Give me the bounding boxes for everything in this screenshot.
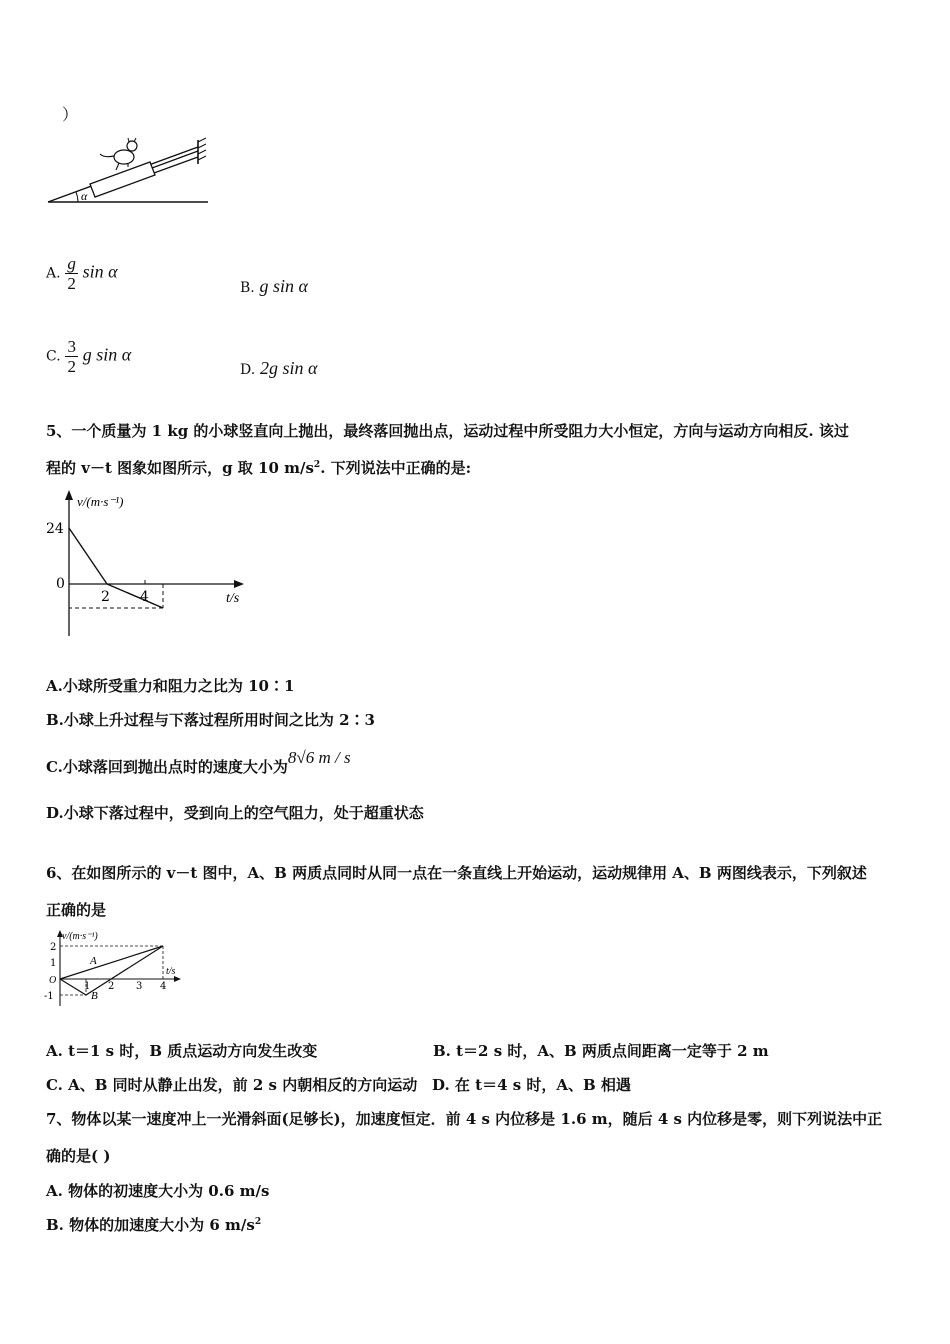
cat-drawing bbox=[100, 138, 137, 170]
y-tick-label: 1 bbox=[50, 958, 57, 969]
x-tick-label: 2 bbox=[101, 589, 110, 605]
q4-option-c[interactable] bbox=[46, 337, 131, 376]
option-label: D. bbox=[240, 362, 256, 378]
origin-label: 0 bbox=[56, 576, 65, 592]
q5-vt-chart bbox=[40, 488, 255, 640]
q5-stem-line2 bbox=[46, 457, 471, 478]
q6-option-a[interactable]: A. t＝1 s 时，B 质点运动方向发生改变 bbox=[46, 1042, 318, 1060]
q6-option-d[interactable]: D. 在 t＝4 s 时，A、B 相遇 bbox=[432, 1076, 631, 1094]
math-expression: g sin α bbox=[82, 344, 132, 365]
y-tick-label: 2 bbox=[50, 942, 57, 953]
q5-stem-line1: 5、一个质量为 1 kg 的小球竖直向上抛出，最终落回抛出点，运动过程中所受阻力大小恒定，方向与运动方向相反. 该过 bbox=[46, 422, 849, 440]
line-b-label: B bbox=[91, 990, 98, 1002]
q6-option-b[interactable]: B. t＝2 s 时，A、B 两质点间距离一定等于 2 m bbox=[433, 1042, 769, 1060]
x-tick-label: 1 bbox=[84, 981, 91, 992]
ascent-line bbox=[69, 528, 107, 584]
fraction bbox=[65, 254, 78, 293]
denominator: 2 bbox=[67, 274, 76, 293]
denominator: 2 bbox=[67, 357, 76, 376]
q6-vt-chart bbox=[44, 928, 186, 1008]
math-expression: 8√6 m / s bbox=[287, 748, 351, 767]
q5-option-a[interactable]: A.小球所受重力和阻力之比为 10∶1 bbox=[46, 677, 295, 695]
q5-stem-text: 程的 v－t 图象如图所示，g 取 10 m/s bbox=[46, 459, 314, 477]
math-expression: g sin α bbox=[259, 276, 308, 296]
option-label: A. bbox=[46, 265, 61, 282]
x-axis-label: t/s bbox=[226, 591, 240, 606]
y-tick-label: -1 bbox=[44, 991, 54, 1002]
incline-figure bbox=[44, 134, 214, 220]
angle-label: α bbox=[81, 189, 88, 203]
superscript: 2 bbox=[254, 1217, 262, 1227]
x-axis-label: t/s bbox=[166, 966, 176, 977]
x-tick-label: 4 bbox=[160, 981, 167, 992]
q6-stem-line2: 正确的是 bbox=[46, 901, 107, 919]
line-a bbox=[60, 946, 163, 979]
option-text: C.小球落回到抛出点时的速度大小为 bbox=[46, 758, 288, 776]
x-tick-label: 2 bbox=[108, 981, 115, 992]
y-axis-label: v/(m·s⁻¹) bbox=[62, 931, 98, 942]
descent-line bbox=[107, 584, 163, 608]
q5-option-b[interactable]: B.小球上升过程与下落过程所用时间之比为 2∶3 bbox=[46, 711, 375, 729]
q5-stem-text: . 下列说法中正确的是: bbox=[320, 459, 472, 477]
y-axis-label: v/(m·s⁻¹) bbox=[77, 494, 124, 509]
q7-stem-line2: 确的是( ) bbox=[46, 1147, 111, 1165]
math-expression: sin α bbox=[82, 261, 118, 282]
fraction bbox=[65, 337, 78, 376]
option-label: B. bbox=[240, 280, 255, 296]
superscript: 2 bbox=[313, 460, 321, 470]
q7-option-a[interactable]: A. 物体的初速度大小为 0.6 m/s bbox=[46, 1182, 270, 1200]
q7-stem-line1: 7、物体以某一速度冲上一光滑斜面(足够长)，加速度恒定．前 4 s 内位移是 1.6 m，随后 4 s 内位移是零，则下列说法中正 bbox=[46, 1110, 883, 1128]
q4-option-a[interactable] bbox=[46, 254, 118, 293]
numerator: g bbox=[67, 254, 76, 273]
origin-label: O bbox=[49, 975, 57, 986]
question-tail-fragment: ） bbox=[62, 105, 79, 124]
x-tick-label: 3 bbox=[136, 981, 143, 992]
numerator: 3 bbox=[67, 337, 76, 356]
q7-option-b[interactable] bbox=[46, 1214, 261, 1235]
q4-option-d[interactable] bbox=[240, 358, 317, 379]
q5-option-c[interactable] bbox=[46, 748, 351, 777]
line-a-label: A bbox=[90, 955, 97, 967]
q4-option-b[interactable] bbox=[240, 276, 308, 297]
y-tick-label: 24 bbox=[46, 521, 64, 537]
q5-option-d[interactable]: D.小球下落过程中，受到向上的空气阻力，处于超重状态 bbox=[46, 804, 424, 822]
x-tick-label: 4 bbox=[140, 589, 149, 605]
option-text: B. 物体的加速度大小为 6 m/s bbox=[46, 1216, 255, 1234]
q6-option-c[interactable]: C. A、B 同时从静止出发，前 2 s 内朝相反的方向运动 bbox=[46, 1076, 418, 1094]
option-label: C. bbox=[46, 348, 61, 365]
math-expression: 2g sin α bbox=[259, 358, 318, 378]
q6-stem-line1: 6、在如图所示的 v－t 图中，A、B 两质点同时从同一点在一条直线上开始运动，运动规律用 A、B 两图线表示，下列叙述 bbox=[46, 864, 867, 882]
